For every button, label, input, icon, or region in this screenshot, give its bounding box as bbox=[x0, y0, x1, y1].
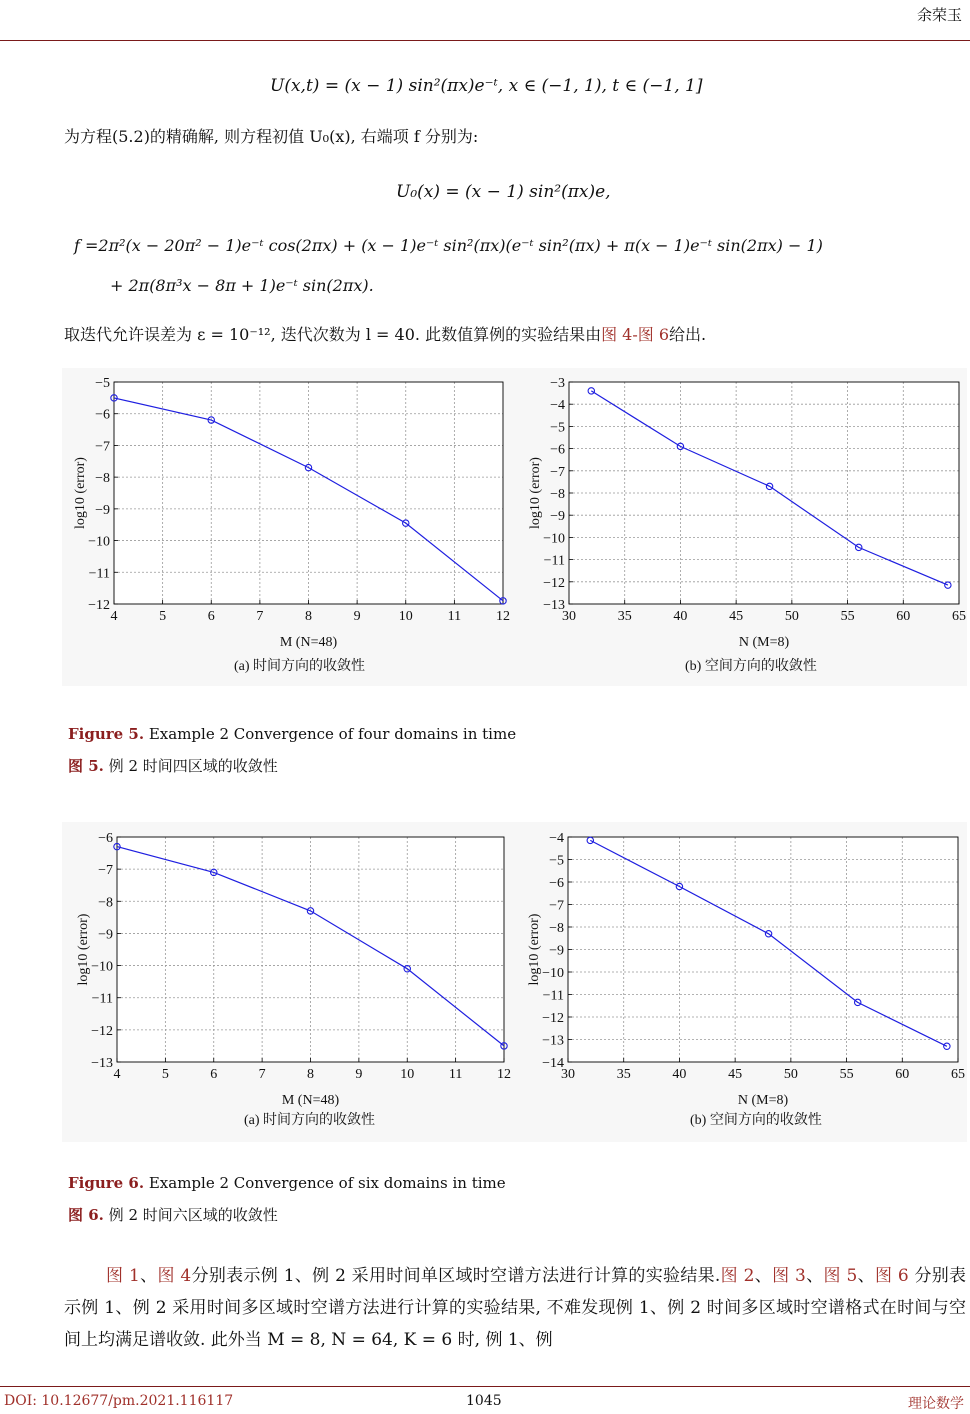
text-initial-value-intro: 为方程(5.2)的精确解, 则方程初值 U₀(x), 右端项 f 分别为: bbox=[64, 127, 479, 146]
iteration-text-pre: 取迭代允许误差为 ε = 10⁻¹², 迭代次数为 l = 40. 此数值算例的实验结果由 bbox=[64, 325, 602, 344]
y-tick-label: −9 bbox=[98, 927, 113, 943]
ref-fig1[interactable]: 图 1 bbox=[106, 1266, 140, 1286]
equation-exact-solution: U(x,t) = (x − 1) sin²(πx)e⁻ᵗ, x ∈ (−1, 1), t ∈ (−1, 1] bbox=[270, 76, 703, 96]
x-tick-label: 9 bbox=[355, 1067, 363, 1082]
x-tick-label: 10 bbox=[398, 609, 413, 624]
y-axis-label: log10 (error) bbox=[528, 457, 543, 529]
y-tick-label: −4 bbox=[550, 398, 565, 414]
fig6-caption-en bbox=[68, 1174, 506, 1192]
y-tick-label: −4 bbox=[549, 831, 564, 846]
fig6-caption-zh-text: 例 2 时间六区域的收敛性 bbox=[108, 1206, 278, 1224]
fig6-subcaption-b: (b) 空间方向的收敛性 bbox=[690, 1113, 822, 1128]
x-tick-label: 10 bbox=[400, 1067, 415, 1082]
header-author: 余荣玉 bbox=[916, 6, 962, 24]
x-tick-label: 6 bbox=[207, 609, 215, 624]
x-tick-label: 55 bbox=[839, 1067, 854, 1082]
fig6-caption-zh bbox=[68, 1204, 278, 1225]
y-tick-label: −8 bbox=[98, 895, 113, 911]
chart-fig5b bbox=[517, 368, 970, 668]
x-tick-label: 7 bbox=[256, 609, 264, 624]
para-sep-2: 、 bbox=[754, 1266, 773, 1286]
y-tick-label: −3 bbox=[550, 376, 565, 391]
ref-fig6[interactable]: 图 6 bbox=[637, 325, 670, 344]
y-tick-label: −11 bbox=[91, 991, 113, 1007]
chart-fig5a bbox=[62, 368, 517, 668]
y-tick-label: −13 bbox=[542, 1033, 564, 1049]
para-sep-4: 、 bbox=[857, 1266, 875, 1286]
plot-area bbox=[569, 382, 959, 604]
x-tick-label: 8 bbox=[307, 1067, 314, 1082]
y-tick-label: −12 bbox=[88, 598, 110, 613]
x-tick-label: 35 bbox=[617, 609, 632, 624]
fig6-caption-en-label: Figure 6. bbox=[68, 1174, 145, 1192]
x-tick-label: 5 bbox=[161, 1067, 169, 1082]
y-tick-label: −10 bbox=[88, 534, 110, 550]
y-tick-label: −9 bbox=[549, 943, 564, 959]
y-tick-label: −7 bbox=[550, 464, 565, 480]
y-tick-label: −12 bbox=[91, 1023, 113, 1039]
fig6-caption-zh-label: 图 6. bbox=[68, 1206, 104, 1224]
chart-fig6a bbox=[62, 822, 517, 1122]
y-tick-label: −6 bbox=[549, 876, 564, 891]
x-tick-label: 12 bbox=[497, 1067, 511, 1082]
y-axis-label: log10 (error) bbox=[73, 457, 88, 529]
ref-fig2[interactable]: 图 2 bbox=[720, 1266, 755, 1286]
x-tick-label: 30 bbox=[562, 609, 576, 624]
y-tick-label: −8 bbox=[95, 471, 110, 487]
x-tick-label: 6 bbox=[210, 1067, 218, 1082]
x-tick-label: 45 bbox=[728, 1067, 743, 1082]
x-tick-label: 55 bbox=[840, 609, 855, 624]
plot-area bbox=[568, 837, 958, 1062]
y-axis-label: log10 (error) bbox=[527, 913, 542, 986]
fig5-caption-en-label: Figure 5. bbox=[68, 725, 145, 743]
x-tick-label: 65 bbox=[952, 609, 966, 624]
equation-initial-value: U₀(x) = (x − 1) sin²(πx)e, bbox=[396, 182, 611, 202]
footer-rule bbox=[0, 1386, 970, 1387]
fig6-caption-en-text: Example 2 Convergence of six domains in time bbox=[148, 1174, 506, 1192]
x-tick-label: 40 bbox=[672, 1067, 687, 1082]
y-tick-label: −14 bbox=[542, 1056, 564, 1071]
x-tick-label: 60 bbox=[895, 1067, 910, 1082]
equation-rhs-line2: + 2π(8π³x − 8π + 1)e⁻ᵗ sin(2πx). bbox=[110, 276, 374, 295]
ref-fig6-b[interactable]: 图 6 bbox=[874, 1266, 909, 1286]
x-tick-label: 50 bbox=[783, 1067, 798, 1082]
y-tick-label: −8 bbox=[550, 487, 565, 502]
para-sep-1: 、 bbox=[139, 1266, 158, 1286]
y-tick-label: −5 bbox=[549, 853, 564, 869]
ref-fig4[interactable]: 图 4 bbox=[601, 325, 633, 344]
y-tick-label: −9 bbox=[95, 502, 110, 518]
x-axis-label: N (M=8) bbox=[737, 1093, 789, 1108]
y-tick-label: −5 bbox=[95, 376, 110, 391]
body-paragraph bbox=[64, 1260, 966, 1356]
para-sep-3: 、 bbox=[805, 1266, 824, 1286]
x-tick-label: 45 bbox=[729, 609, 744, 624]
equation-rhs-line1: f =2π²(x − 20π² − 1)e⁻ᵗ cos(2πx) + (x − 1)e⁻ᵗ sin²(πx)(e⁻ᵗ sin²(πx) + π(x − 1)e⁻ᵗ sin(2πx) − 1) bbox=[74, 236, 823, 255]
y-tick-label: −7 bbox=[98, 863, 113, 879]
x-tick-label: 12 bbox=[496, 609, 510, 624]
ref-fig3[interactable]: 图 3 bbox=[772, 1266, 806, 1286]
footer-doi[interactable]: DOI: 10.12677/pm.2021.116117 bbox=[4, 1393, 234, 1409]
x-tick-label: 7 bbox=[258, 1067, 266, 1082]
x-tick-label: 8 bbox=[305, 609, 312, 624]
y-axis-label: log10 (error) bbox=[76, 913, 91, 986]
fig5-subcaption-a: (a) 时间方向的收敛性 bbox=[234, 659, 366, 674]
y-tick-label: −8 bbox=[549, 921, 564, 936]
x-tick-label: 50 bbox=[784, 609, 799, 624]
y-tick-label: −10 bbox=[542, 966, 564, 981]
x-axis-label: M (N=48) bbox=[281, 1093, 340, 1108]
y-tick-label: −9 bbox=[550, 509, 565, 525]
para-text-1: 分别表示例 1、例 2 采用时间单区域时空谱方法进行计算的实验结果. bbox=[191, 1266, 721, 1286]
fig5-caption-en-text: Example 2 Convergence of four domains in time bbox=[148, 725, 517, 743]
fig6-subcaption-a: (a) 时间方向的收敛性 bbox=[244, 1113, 376, 1128]
chart-fig6b bbox=[517, 822, 970, 1122]
x-tick-label: 35 bbox=[616, 1067, 631, 1082]
fig5-caption-en bbox=[68, 725, 516, 743]
header-rule bbox=[0, 40, 970, 41]
x-axis-label: M (N=48) bbox=[279, 635, 338, 650]
x-tick-label: 4 bbox=[113, 1067, 121, 1082]
text-iteration-params bbox=[64, 322, 706, 345]
y-tick-label: −6 bbox=[98, 831, 113, 846]
y-tick-label: −7 bbox=[95, 439, 110, 455]
x-tick-label: 4 bbox=[110, 609, 118, 624]
y-tick-label: −13 bbox=[91, 1056, 113, 1071]
y-tick-label: −5 bbox=[550, 420, 565, 436]
x-tick-label: 11 bbox=[447, 609, 462, 624]
x-tick-label: 60 bbox=[896, 609, 911, 624]
y-tick-label: −12 bbox=[542, 1011, 564, 1026]
y-tick-label: −13 bbox=[543, 598, 565, 613]
ref-fig4-b[interactable]: 图 4 bbox=[157, 1266, 192, 1286]
footer-journal: 理论数学 bbox=[908, 1396, 964, 1412]
x-axis-label: N (M=8) bbox=[738, 635, 790, 650]
ref-dash: - bbox=[632, 325, 638, 344]
fig5-caption-zh bbox=[68, 755, 278, 776]
x-tick-label: 11 bbox=[448, 1067, 463, 1082]
footer-page-number: 1045 bbox=[466, 1393, 502, 1409]
y-tick-label: −6 bbox=[550, 442, 565, 458]
x-tick-label: 5 bbox=[159, 609, 167, 624]
x-tick-label: 65 bbox=[951, 1067, 965, 1082]
y-tick-label: −10 bbox=[91, 959, 113, 975]
y-tick-label: −11 bbox=[88, 566, 110, 582]
y-tick-label: −11 bbox=[543, 553, 565, 569]
x-tick-label: 9 bbox=[353, 609, 361, 624]
fig5-caption-zh-text: 例 2 时间四区域的收敛性 bbox=[108, 757, 278, 775]
ref-fig5[interactable]: 图 5 bbox=[823, 1266, 858, 1286]
x-tick-label: 30 bbox=[561, 1067, 575, 1082]
y-tick-label: −12 bbox=[543, 575, 565, 591]
para-text-2: 分别表示例 1、例 2 采用时间多区域时空谱方法进行计算的实验结果, 不难发现例 1、例 2 时间多区域时空谱格式在时间与空间上均满足谱收敛. 此外当 M = 8, N = 64, K = 6 时, 例 1、例 bbox=[64, 1266, 967, 1350]
y-tick-label: −6 bbox=[95, 407, 110, 423]
y-tick-label: −11 bbox=[542, 988, 564, 1004]
y-tick-label: −7 bbox=[549, 898, 564, 914]
fig5-subcaption-b: (b) 空间方向的收敛性 bbox=[685, 659, 817, 674]
iteration-text-post: 给出. bbox=[669, 325, 707, 344]
fig5-caption-zh-label: 图 5. bbox=[68, 757, 104, 775]
x-tick-label: 40 bbox=[673, 609, 688, 624]
y-tick-label: −10 bbox=[543, 531, 565, 547]
